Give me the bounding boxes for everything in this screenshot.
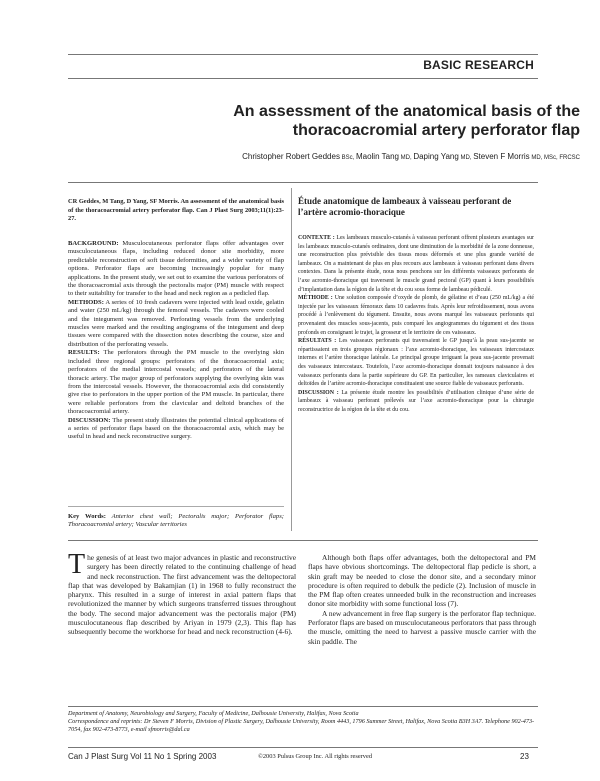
footer-rule	[68, 747, 538, 748]
resume-contexte	[298, 234, 534, 294]
body-column-left	[68, 549, 296, 637]
author-credentials: MD,	[458, 155, 474, 161]
footer-journal: Can J Plast Surg Vol 11 No 1 Spring 2003	[68, 752, 217, 761]
background-text: Musculocutaneous perforator flaps offer advantages over musculocutaneous flaps, including reduced donor site morbidity, more predictable reconstruction of soft tissue deformities, and a wider variety of flap options. Perforator flaps are becoming increasingly popular for many applications. In the present study, we set out to examine the various perforators of the thoracoacromial axis through the pectoralis major (PM) muscle with respect to their suitability for transfer to the head and neck region as a pedicled flap.	[68, 240, 284, 298]
contexte-text: Les lambeaux musculo-cutanés à vaisseau perforant offrent plusieurs avantages sur les lambeaux musculo-cutanés ordinaires, dont une diminution de la morbidité de la zone donneuse, une reconstruction plus prévisible des tissus mous déformés et une plus grande variété de lambeaux. On a maintenant de plus en plus recours aux lambeaux à vaisseau perforant dans divers contextes. Dans la présente étude, nous nous penchons sur les différents vaisseaux perforants de l’axe acromio-thoracique qui traversent le muscle grand pectoral (GP) quant à leurs possibilités d’implantation dans la région de la tête et du cou sous forme de lambeau pédiculé.	[298, 235, 534, 293]
french-title: Étude anatomique de lambeaux à vaisseau perforant de l’artère acromio-thoracique	[298, 196, 512, 217]
author-list	[60, 152, 580, 161]
author-name: Christopher Robert Geddes	[242, 152, 340, 161]
methods-label: METHODS:	[68, 298, 104, 306]
page-number: 23	[520, 752, 529, 761]
discussion-text: The present study illustrates the potential clinical applications of a series of perforator flaps based on the thoracoacromial axis, which may be useful in head and neck reconstructive surgery.	[68, 416, 284, 441]
body-left-text: he genesis of at least two major advances in plastic and reconstructive surgery has been directly related to the continuing challenge of head and neck reconstruction. The first advancement was the deltopectoral flap that was developed by Bakamjian (1) in 1968 to fully reconstruct the pharynx. This resulted in a surge of interest in axial pattern flaps that revolutionized the manner by which surgeons transferred tissues throughout the body. The second major advancement was the pectoralis major (PM) musculocutaneous flap described by Ariyan in 1979 (2,3). This flap has subsequently become the workhorse for head and neck reconstruction (4-6).	[68, 553, 296, 637]
header-rule-bottom	[68, 78, 538, 79]
author-name: Steven F Morris	[473, 152, 530, 161]
abstract-column-divider	[291, 188, 292, 531]
article-title	[60, 102, 580, 140]
resume-methode	[298, 294, 534, 337]
keywords	[68, 513, 284, 530]
results-label: RESULTS:	[68, 349, 100, 357]
title-line-1: An assessment of the anatomical basis of the	[233, 103, 580, 120]
abstract-methods	[68, 299, 284, 349]
methods-text: A series of 10 fresh cadavers were injected with lead oxide, gelatin and water (250 mL/kg) through the femoral vessels. The cadavers were cooled and the integument was removed. Perforating vessels from the underlying muscles were marked and the resulting angiograms of the integument and deep tissues were compared with the dissection notes describing the course, size and distribution of the perforating vessels.	[68, 298, 284, 348]
resume-resultats	[298, 337, 534, 389]
section-label: BASIC RESEARCH	[423, 58, 534, 72]
body-column-right	[308, 553, 536, 646]
discussion-fr-label: DISCUSSION :	[298, 389, 339, 396]
discussion-fr-text: La présente étude montre les possibilités d’utilisation clinique d’une série de lambeaux à vaisseau perforant prélevés sur l’axe acromio-thoracique pour la chirurgie reconstructrice de la région de la tête et du cou.	[298, 389, 534, 413]
abstract-rule-bottom	[68, 540, 538, 541]
methode-text: Une solution composée d’oxyde de plomb, de gélatine et d’eau (250 mL/kg) a été injectée par les vaisseaux fémoraux dans 10 cadavres frais. Après leur refroidissement, nous avons procédé à l’enlèvement du tégument. Ensuite, nous avons marqué les vaisseaux perforants qui provenaient des muscles sous-jacents, puis comparé les angiogrammes du tégument et des tissus profonds en consignant le trajet, la grosseur et le territoire de ces vaisseaux.	[298, 295, 534, 336]
author-credentials: MD, MSc, FRCSC	[529, 155, 580, 161]
abstract-results	[68, 349, 284, 416]
author-credentials: MD,	[398, 155, 414, 161]
keywords-rule	[68, 506, 284, 507]
author-credentials: BSc,	[339, 155, 356, 161]
title-line-2: thoracoacromial artery perforator flap	[292, 122, 580, 139]
abstract-french	[298, 234, 534, 414]
affiliation: Department of Anatomy, Neurobiology and Surgery, Faculty of Medicine, Dalhousie University, Halifax, Nova Scotia	[68, 710, 359, 717]
keywords-text: Anterior chest wall; Pectoralis major; Perforator flaps; Thoracoacromial artery; Vascular territories	[68, 513, 284, 529]
citation: CR Geddes, M Tang, D Yang, SF Morris. An assessment of the anatomical basis of the thoracoacromial artery perforator flap. Can J Plast Surg 2003;11(1):23-27.	[68, 198, 284, 222]
author-name: Maolin Tang	[355, 152, 399, 161]
footer-copyright: ©2003 Pulsus Group Inc. All rights reserved	[258, 753, 373, 760]
background-label: BACKGROUND:	[68, 240, 119, 247]
body-right-paragraph-2: A new advancement in free flap surgery is the perforator flap technique. Perforator flaps are based on musculocutaneous perforators that pass through the muscle, omitting the need to harvest a passive muscle carrier with the skin paddle. The	[308, 608, 537, 646]
footnotes	[68, 710, 538, 734]
resume-discussion	[298, 389, 534, 415]
correspondence: Correspondence and reprints: Dr Steven F Morris, Division of Plastic Surgery, Dalhousie University, Room 4443, 1796 Summer Street, Halifax, Nova Scotia B3H 3A7. Telephone 902-473-7054, fax 902-473-8773, e-mail sfmorris@dal.ca	[68, 718, 535, 733]
results-text: The perforators through the PM muscle to the overlying skin included three regional groups: perforators of the thoracoacromial axis; perforators of the medial intercostal vessels; and perforators of the lateral thoracic artery. The major group of perforators supplying the overlying skin was from the intercostal vessels. However, the thoracoacromial axis did consistently give rise to perforators in the upper portion of the PM muscle. In particular, there were reliable perforators from the clavicular and deltoid branches of the thoracoacromial artery.	[68, 349, 284, 416]
footnote-rule	[68, 706, 538, 707]
keywords-label: Key Words:	[68, 513, 106, 520]
methode-label: MÉTHODE :	[298, 295, 333, 302]
header-rule-top	[68, 54, 538, 55]
contexte-label: CONTEXTE :	[298, 235, 335, 241]
author-name: Daping Yang	[413, 152, 459, 161]
drop-cap: T	[68, 549, 86, 580]
abstract-english	[68, 240, 284, 442]
discussion-label: DISCUSSION:	[68, 416, 111, 424]
abstract-rule-top	[68, 182, 538, 183]
abstract-discussion	[68, 417, 284, 442]
resultats-label: RÉSULTATS :	[298, 338, 337, 345]
body-right-paragraph-1: Although both flaps offer advantages, both the deltopectoral and PM flaps have obvious shortcomings. The deltopectoral flap pedicle is short, a skin graft may be needed to close the donor site, and a secondary minor procedure is often required to debulk the pedicle (2). Inclusion of muscle in the PM flap often creates unneeded bulk in the reconstruction and increases donor site morbidity with some functional loss (7).	[308, 553, 536, 609]
resultats-text: Les vaisseaux perforants qui traversaient le GP jusqu’à la peau sus-jacente se répartissaient en trois groupes régionaux : l’axe acromio-thoracique, les vaisseaux intercostaux internes et l’artère thoracique latérale. Le principal groupe irriguant la peau sus-jacente provenait des vaisseaux intercostaux. Toutefois, l’axe acromio-thoracique donnait toujours naissance à des vaisseaux perforants dans la partie supérieure du GP. En particulier, les rameaux claviculaires et deltoïdes de l’artère acromio-thoracique constituaient une source fiable de vaisseaux perforants.	[298, 338, 534, 388]
abstract-background	[68, 240, 284, 299]
